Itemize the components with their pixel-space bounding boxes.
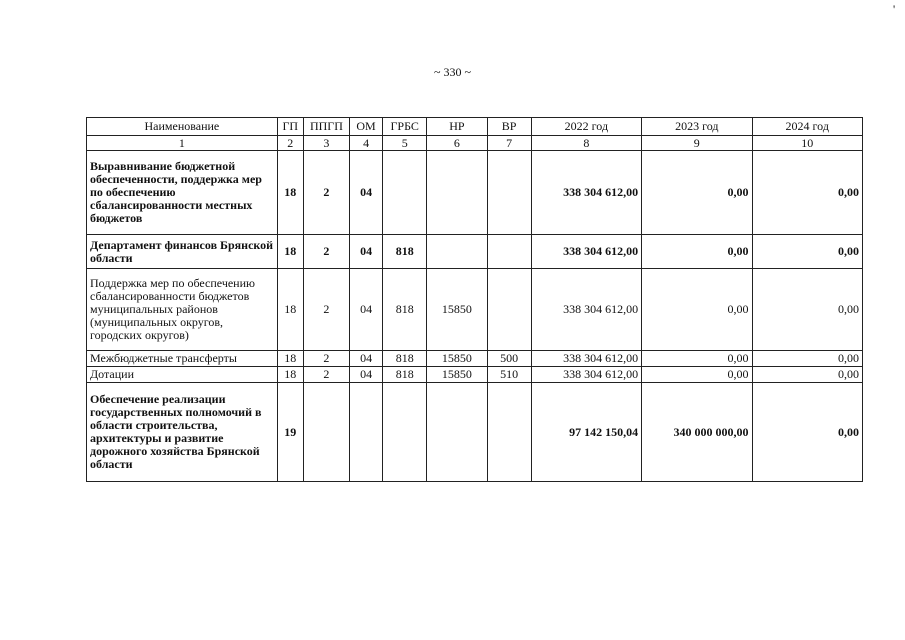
cell-om (350, 383, 383, 482)
col-header-grbs: ГРБС (383, 118, 427, 136)
cell-2024: 0,00 (752, 351, 863, 367)
cell-gp: 18 (277, 351, 303, 367)
col-header-gp: ГП (277, 118, 303, 136)
cell-grbs (383, 383, 427, 482)
table-row (87, 383, 863, 482)
col-number: 2 (277, 136, 303, 151)
cell-2022: 338 304 612,00 (531, 151, 641, 235)
table-row (87, 269, 863, 351)
cell-2022: 338 304 612,00 (531, 235, 641, 269)
cell-2023: 0,00 (642, 235, 752, 269)
col-number: 5 (383, 136, 427, 151)
cell-grbs: 818 (383, 235, 427, 269)
cell-nr (427, 235, 487, 269)
col-header-ppgp: ППГП (303, 118, 349, 136)
cell-nr: 15850 (427, 269, 487, 351)
header-row (87, 118, 863, 136)
corner-mark: ' (893, 2, 896, 16)
cell-2023: 0,00 (642, 151, 752, 235)
cell-nr (427, 383, 487, 482)
cell-2024: 0,00 (752, 383, 863, 482)
cell-ppgp (303, 383, 349, 482)
row-name: Поддержка мер по обеспечению сбалансированности бюджетов муниципальных районов (муниципальных округов, городских округов) (87, 269, 278, 351)
cell-gp: 19 (277, 383, 303, 482)
cell-nr: 15850 (427, 351, 487, 367)
cell-nr (427, 151, 487, 235)
cell-om: 04 (350, 269, 383, 351)
cell-2024: 0,00 (752, 367, 863, 383)
cell-gp: 18 (277, 367, 303, 383)
cell-2024: 0,00 (752, 269, 863, 351)
cell-vr (487, 235, 531, 269)
cell-grbs: 818 (383, 367, 427, 383)
page-number: ~ 330 ~ (434, 65, 471, 79)
col-number: 10 (752, 136, 863, 151)
cell-2023: 0,00 (642, 269, 752, 351)
cell-ppgp: 2 (303, 269, 349, 351)
col-header-vr: ВР (487, 118, 531, 136)
cell-grbs: 818 (383, 351, 427, 367)
column-number-row (87, 136, 863, 151)
col-number: 7 (487, 136, 531, 151)
col-header-2024: 2024 год (752, 118, 863, 136)
col-header-nr: НР (427, 118, 487, 136)
cell-gp: 18 (277, 269, 303, 351)
cell-2022: 338 304 612,00 (531, 269, 641, 351)
col-header-name: Наименование (87, 118, 278, 136)
cell-nr: 15850 (427, 367, 487, 383)
cell-om: 04 (350, 235, 383, 269)
budget-table (86, 117, 863, 482)
cell-vr (487, 151, 531, 235)
cell-2022: 338 304 612,00 (531, 351, 641, 367)
cell-om: 04 (350, 351, 383, 367)
col-number: 9 (642, 136, 752, 151)
col-number: 3 (303, 136, 349, 151)
cell-vr (487, 269, 531, 351)
col-header-2022: 2022 год (531, 118, 641, 136)
row-name: Выравнивание бюджетной обеспеченности, поддержка мер по обеспечению сбалансированности местных бюджетов (87, 151, 278, 235)
row-name: Межбюджетные трансферты (87, 351, 278, 367)
cell-ppgp: 2 (303, 235, 349, 269)
col-number: 1 (87, 136, 278, 151)
table-row (87, 367, 863, 383)
cell-om: 04 (350, 367, 383, 383)
row-name: Дотации (87, 367, 278, 383)
cell-grbs (383, 151, 427, 235)
cell-om: 04 (350, 151, 383, 235)
cell-2024: 0,00 (752, 151, 863, 235)
cell-gp: 18 (277, 151, 303, 235)
table-row (87, 151, 863, 235)
cell-2024: 0,00 (752, 235, 863, 269)
cell-2023: 340 000 000,00 (642, 383, 752, 482)
cell-2022: 338 304 612,00 (531, 367, 641, 383)
col-number: 8 (531, 136, 641, 151)
cell-vr: 500 (487, 351, 531, 367)
cell-vr: 510 (487, 367, 531, 383)
col-header-2023: 2023 год (642, 118, 752, 136)
table-row (87, 235, 863, 269)
cell-ppgp: 2 (303, 367, 349, 383)
row-name: Департамент финансов Брянской области (87, 235, 278, 269)
table-row (87, 351, 863, 367)
cell-vr (487, 383, 531, 482)
cell-ppgp: 2 (303, 151, 349, 235)
cell-2023: 0,00 (642, 367, 752, 383)
col-number: 6 (427, 136, 487, 151)
cell-ppgp: 2 (303, 351, 349, 367)
col-number: 4 (350, 136, 383, 151)
cell-2023: 0,00 (642, 351, 752, 367)
row-name: Обеспечение реализации государственных полномочий в области строительства, архитектуры и развитие дорожного хозяйства Брянской области (87, 383, 278, 482)
cell-2022: 97 142 150,04 (531, 383, 641, 482)
cell-gp: 18 (277, 235, 303, 269)
cell-grbs: 818 (383, 269, 427, 351)
col-header-om: ОМ (350, 118, 383, 136)
